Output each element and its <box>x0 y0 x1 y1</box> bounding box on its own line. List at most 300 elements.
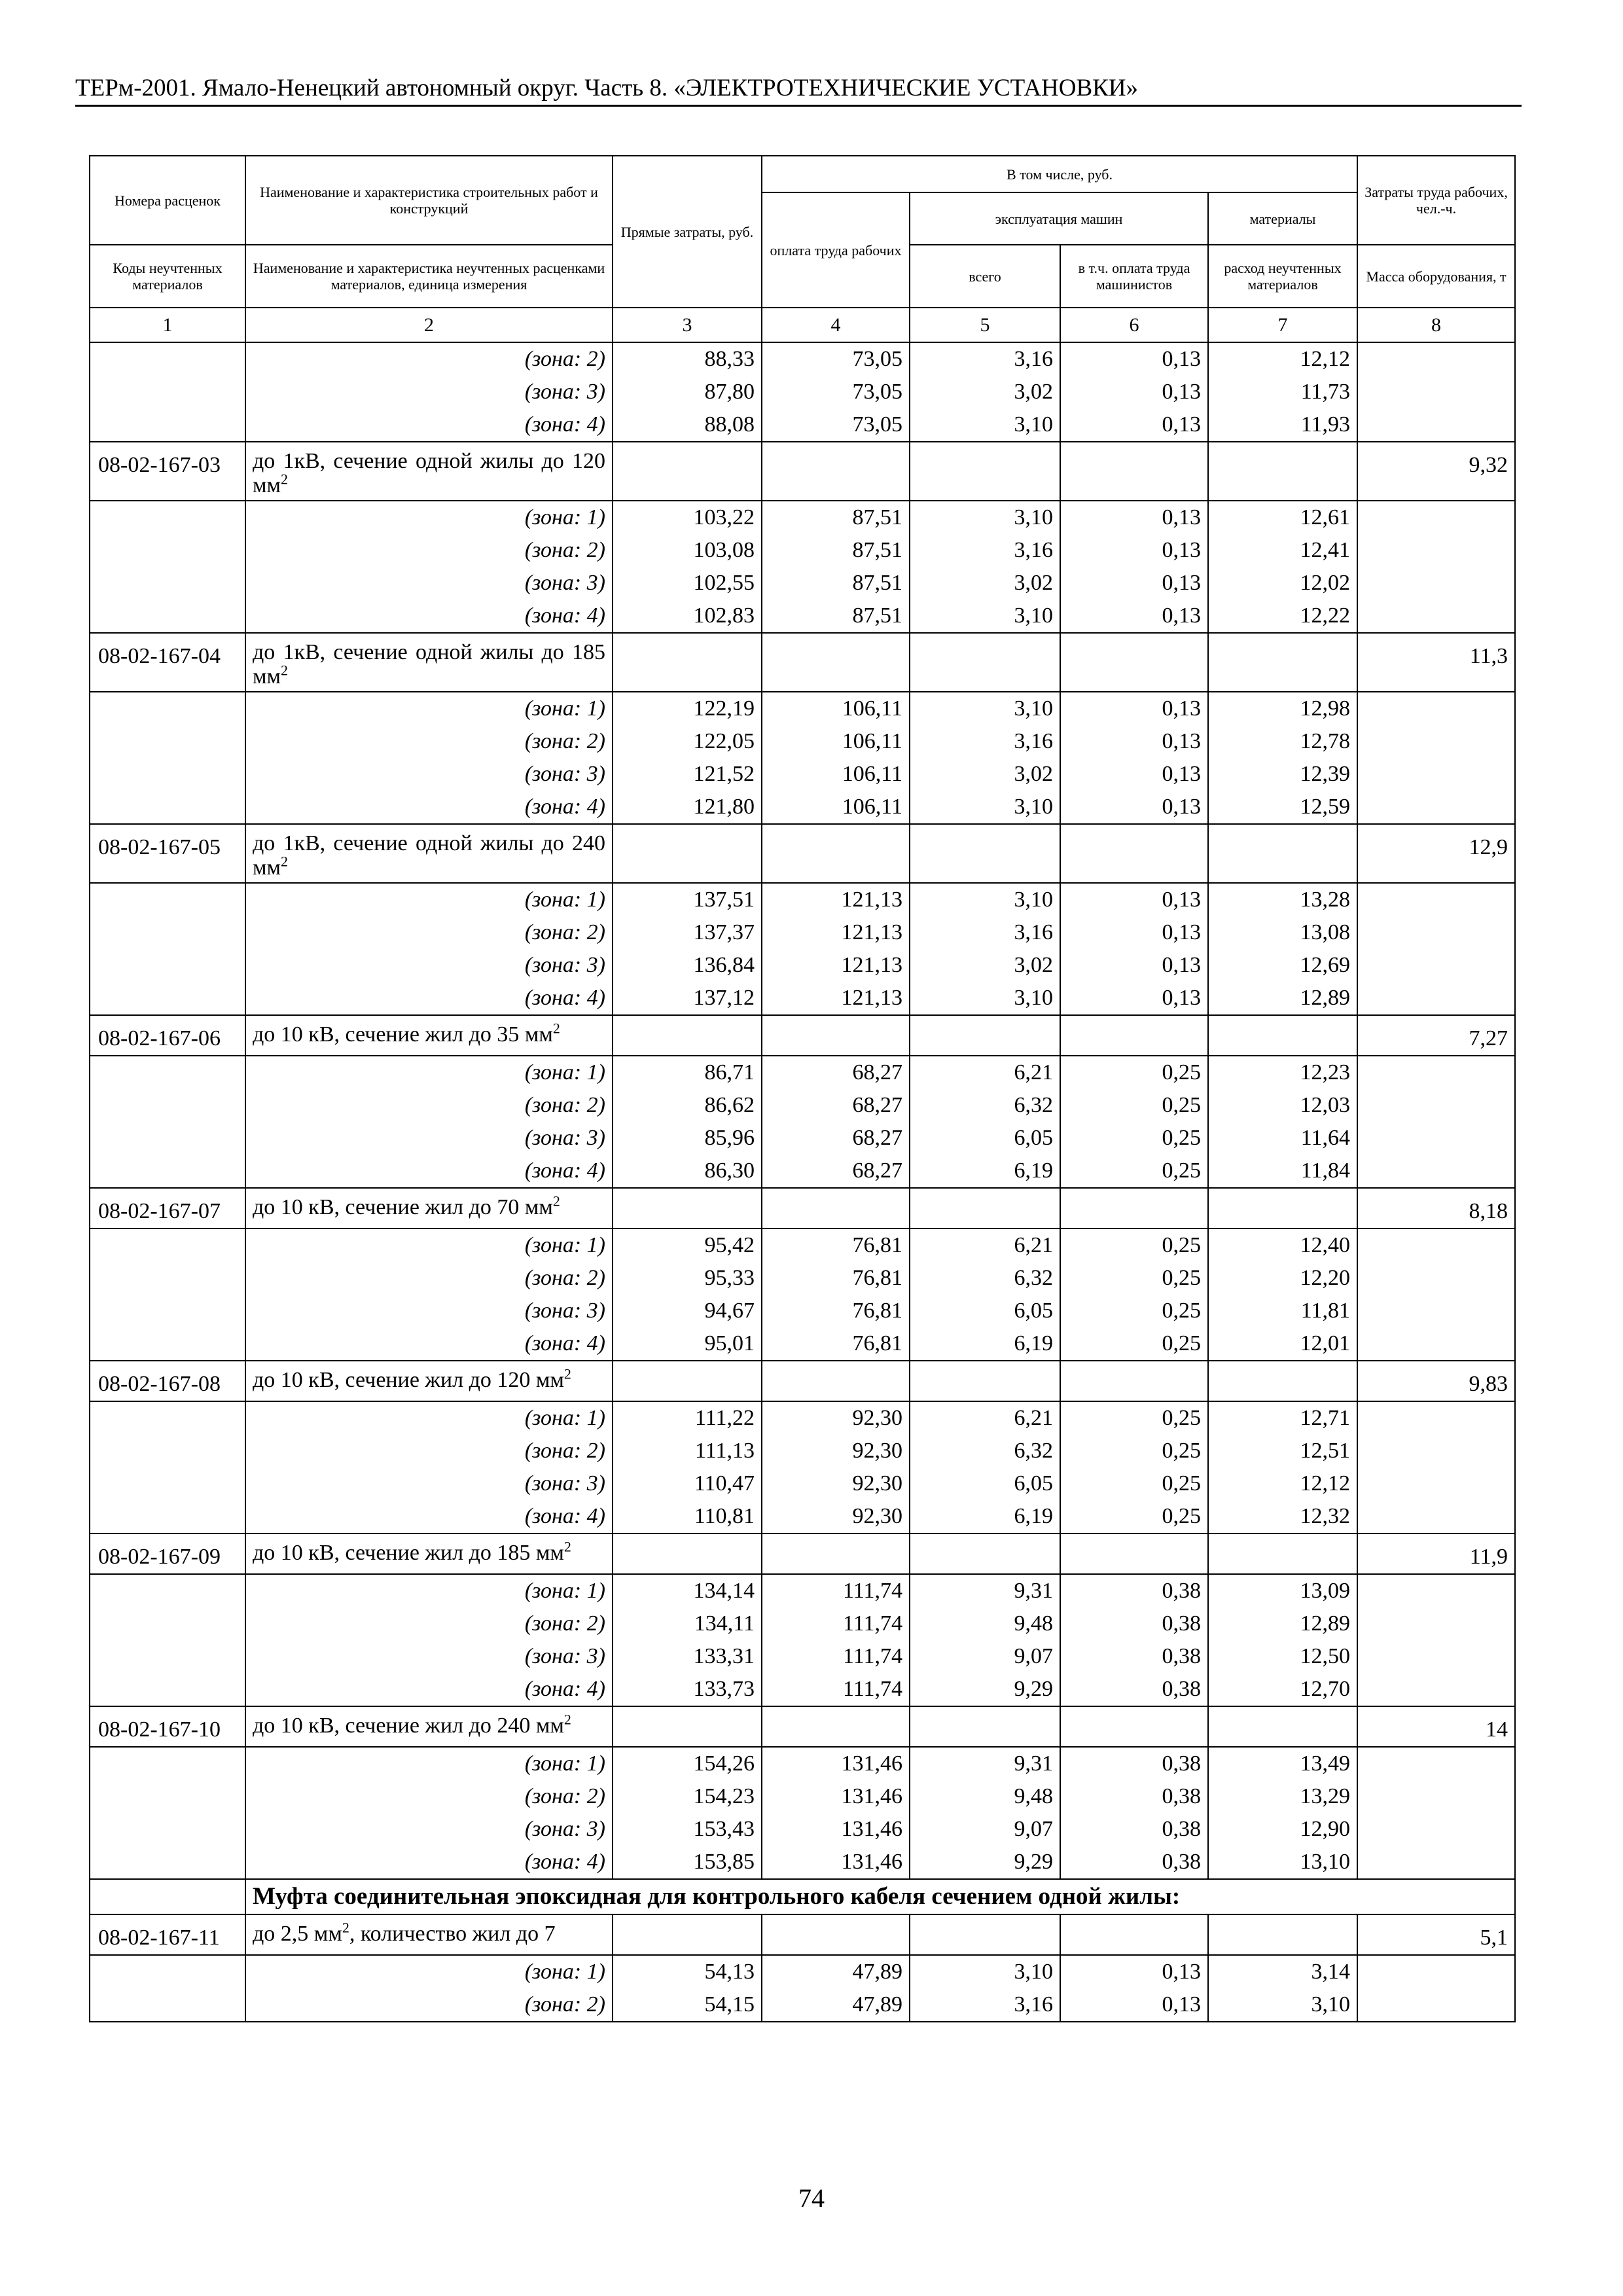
value-column <box>1208 1955 1357 2022</box>
value-column <box>613 1574 762 1706</box>
value-cell: 87,51 <box>852 571 902 595</box>
value-column <box>1208 883 1357 1015</box>
value-cell: 9,31 <box>1014 1579 1053 1603</box>
value-cell: 0,38 <box>1162 1677 1201 1701</box>
empty-cell <box>1357 1747 1515 1879</box>
value-cell: 106,11 <box>842 762 902 786</box>
value-column <box>762 1401 910 1534</box>
value-column <box>1060 1955 1208 2022</box>
value-cell: 0,25 <box>1162 1233 1201 1257</box>
value-cell: 54,13 <box>704 1960 755 1984</box>
value-column <box>1060 1747 1208 1879</box>
empty-cell <box>1208 824 1357 883</box>
zone-label: (зона: 1) <box>524 696 605 721</box>
value-cell: 0,13 <box>1162 920 1201 944</box>
desc-superscript: 2 <box>552 1193 560 1210</box>
empty-cell <box>613 1188 762 1229</box>
empty-cell <box>1208 1706 1357 1747</box>
value-cell: 12,59 <box>1300 795 1351 819</box>
zone-cell <box>245 1955 613 2022</box>
value-cell: 11,81 <box>1300 1299 1351 1323</box>
rate-code: 08-02-167-08 <box>90 1361 245 1401</box>
empty-cell <box>1060 1534 1208 1574</box>
value-cell: 12,90 <box>1300 1817 1351 1841</box>
value-cell: 3,10 <box>1014 795 1053 819</box>
zone-cell <box>245 342 613 442</box>
empty-cell <box>1060 1188 1208 1229</box>
value-cell: 153,43 <box>693 1817 755 1841</box>
zone-label: (зона: 2) <box>524 920 605 944</box>
value-cell: 11,84 <box>1300 1158 1351 1183</box>
value-cell: 121,13 <box>841 888 902 912</box>
col1-header-bottom: Коды неучтенных материалов <box>90 245 245 308</box>
value-cell: 85,96 <box>704 1126 755 1150</box>
value-cell: 68,27 <box>852 1093 902 1117</box>
value-cell: 3,10 <box>1014 888 1053 912</box>
value-cell: 87,80 <box>704 380 755 404</box>
value-cell: 12,50 <box>1300 1644 1351 1668</box>
zone-rows <box>90 1229 1515 1361</box>
empty-cell <box>1208 1015 1357 1056</box>
value-cell: 3,16 <box>1014 920 1053 944</box>
value-cell: 134,14 <box>693 1579 755 1603</box>
value-cell: 137,12 <box>693 986 755 1010</box>
empty-cell <box>910 633 1060 692</box>
table-row <box>90 342 1515 442</box>
value-cell: 111,74 <box>843 1579 902 1603</box>
price-item-row <box>90 1706 1515 1747</box>
value-cell: 131,46 <box>841 1817 902 1841</box>
rate-code: 08-02-167-03 <box>90 442 245 501</box>
value-cell: 12,89 <box>1300 1611 1351 1636</box>
value-cell: 12,23 <box>1300 1060 1351 1085</box>
value-cell: 102,83 <box>693 603 755 628</box>
value-cell: 11,64 <box>1300 1126 1351 1150</box>
value-cell: 0,13 <box>1162 795 1201 819</box>
value-cell: 6,32 <box>1014 1439 1053 1463</box>
value-column <box>910 883 1060 1015</box>
value-cell: 3,10 <box>1014 696 1053 721</box>
value-cell: 9,29 <box>1014 1677 1053 1701</box>
desc-text: до 10 кВ, сечение жил до 120 мм <box>253 1368 564 1392</box>
value-cell: 73,05 <box>852 380 902 404</box>
empty-cell <box>1357 501 1515 633</box>
value-column <box>1060 1229 1208 1361</box>
value-column <box>762 692 910 824</box>
zone-cell <box>245 1056 613 1188</box>
value-cell: 136,84 <box>693 953 755 977</box>
value-cell: 0,25 <box>1162 1126 1201 1150</box>
empty-cell <box>1357 1056 1515 1188</box>
zone-label: (зона: 4) <box>524 603 605 628</box>
value-cell: 0,13 <box>1162 1960 1201 1984</box>
value-column <box>613 1747 762 1879</box>
value-cell: 3,02 <box>1014 380 1053 404</box>
value-cell: 9,31 <box>1014 1751 1053 1776</box>
value-cell: 12,69 <box>1300 953 1351 977</box>
empty-cell <box>90 1229 245 1361</box>
value-cell: 3,10 <box>1014 603 1053 628</box>
value-cell: 134,11 <box>694 1611 755 1636</box>
equipment-mass: 11,3 <box>1357 633 1515 692</box>
page-number: 74 <box>798 2183 825 2213</box>
value-cell: 6,21 <box>1014 1233 1053 1257</box>
value-cell: 0,25 <box>1162 1093 1201 1117</box>
value-cell: 122,19 <box>693 696 755 721</box>
value-cell: 6,32 <box>1014 1093 1053 1117</box>
rate-code: 08-02-167-05 <box>90 824 245 883</box>
value-cell: 13,09 <box>1300 1579 1351 1603</box>
desc-text: до 2,5 мм <box>253 1922 342 1946</box>
empty-cell <box>90 501 245 633</box>
value-cell: 111,74 <box>843 1611 902 1636</box>
value-cell: 121,80 <box>693 795 755 819</box>
empty-cell <box>1060 442 1208 501</box>
zone-label: (зона: 1) <box>524 1233 605 1257</box>
value-cell: 3,16 <box>1014 538 1053 562</box>
value-cell: 154,26 <box>693 1751 755 1776</box>
value-cell: 122,05 <box>693 729 755 753</box>
col4-header: оплата труда рабочих <box>762 192 910 308</box>
empty-cell <box>613 1706 762 1747</box>
col5-header: всего <box>910 245 1060 308</box>
empty-cell <box>910 1534 1060 1574</box>
value-cell: 0,13 <box>1162 696 1201 721</box>
value-cell: 13,28 <box>1300 888 1351 912</box>
value-cell: 12,61 <box>1300 505 1351 529</box>
value-column <box>762 1229 910 1361</box>
zone-label: (зона: 1) <box>524 505 605 529</box>
value-cell: 73,05 <box>852 347 902 371</box>
value-cell: 11,73 <box>1300 380 1351 404</box>
value-cell: 9,48 <box>1014 1611 1053 1636</box>
value-cell: 3,02 <box>1014 762 1053 786</box>
value-cell: 95,33 <box>704 1266 755 1290</box>
equipment-mass: 7,27 <box>1357 1015 1515 1056</box>
desc-text: до 1кВ, сечение одной жилы до 240 мм <box>253 831 605 880</box>
value-cell: 6,05 <box>1014 1126 1053 1150</box>
value-cell: 111,13 <box>695 1439 755 1463</box>
empty-cell <box>762 1706 910 1747</box>
empty-cell <box>1060 1706 1208 1747</box>
empty-cell <box>762 633 910 692</box>
zone-label: (зона: 4) <box>524 1504 605 1528</box>
zone-label: (зона: 3) <box>524 1644 605 1668</box>
value-cell: 76,81 <box>852 1299 902 1323</box>
value-cell: 92,30 <box>852 1471 902 1496</box>
desc-text: до 10 кВ, сечение жил до 240 мм <box>253 1713 564 1738</box>
equipment-mass: 11,9 <box>1357 1534 1515 1574</box>
empty-cell <box>1060 824 1208 883</box>
col8-header-bottom: Масса оборудования, т <box>1357 245 1515 308</box>
column-number: 5 <box>910 308 1060 342</box>
desc-superscript: 2 <box>342 1919 349 1936</box>
value-cell: 0,25 <box>1162 1060 1201 1085</box>
price-item-row <box>90 1914 1515 1955</box>
value-column <box>910 1574 1060 1706</box>
zone-label: (зона: 1) <box>524 1751 605 1776</box>
value-cell: 6,19 <box>1014 1504 1053 1528</box>
value-column <box>1060 1401 1208 1534</box>
zone-rows <box>90 501 1515 633</box>
desc-text: до 10 кВ, сечение жил до 35 мм <box>253 1022 553 1047</box>
empty-cell <box>1357 692 1515 824</box>
value-cell: 121,13 <box>841 920 902 944</box>
value-column <box>762 1955 910 2022</box>
value-cell: 154,23 <box>693 1784 755 1808</box>
desc-superscript: 2 <box>563 1538 571 1555</box>
zone-rows <box>90 1747 1515 1879</box>
value-cell: 0,25 <box>1162 1406 1201 1430</box>
value-cell: 0,13 <box>1162 571 1201 595</box>
empty-cell <box>1060 633 1208 692</box>
col7-header: расход неучтенных материалов <box>1208 245 1357 308</box>
price-table-container <box>89 155 1514 2022</box>
empty-cell <box>762 824 910 883</box>
value-column <box>1208 1747 1357 1879</box>
zone-label: (зона: 1) <box>524 1406 605 1430</box>
value-cell: 3,02 <box>1014 571 1053 595</box>
value-cell: 12,98 <box>1300 696 1351 721</box>
zone-label: (зона: 2) <box>524 1992 605 2017</box>
value-cell: 12,40 <box>1300 1233 1351 1257</box>
empty-cell <box>762 1188 910 1229</box>
empty-cell <box>1208 1534 1357 1574</box>
zone-label: (зона: 2) <box>524 347 605 371</box>
empty-cell <box>910 1361 1060 1401</box>
value-column <box>910 1747 1060 1879</box>
zone-label: (зона: 1) <box>524 1060 605 1085</box>
value-cell: 12,89 <box>1300 986 1351 1010</box>
value-cell: 13,49 <box>1300 1751 1351 1776</box>
value-cell: 0,38 <box>1162 1784 1201 1808</box>
empty-cell <box>1208 1914 1357 1955</box>
value-cell: 0,25 <box>1162 1504 1201 1528</box>
value-cell: 86,30 <box>704 1158 755 1183</box>
value-cell: 0,13 <box>1162 888 1201 912</box>
value-column <box>910 692 1060 824</box>
value-cell: 95,01 <box>704 1331 755 1355</box>
value-cell: 88,33 <box>704 347 755 371</box>
desc-text: , количество жил до 7 <box>349 1922 556 1946</box>
empty-cell <box>90 883 245 1015</box>
col6-header: в т.ч. оплата труда машинистов <box>1060 245 1208 308</box>
value-cell: 121,52 <box>693 762 755 786</box>
zone-cell <box>245 1229 613 1361</box>
column-number: 6 <box>1060 308 1208 342</box>
col1-header-top: Номера расценок <box>90 156 245 245</box>
value-cell: 0,25 <box>1162 1266 1201 1290</box>
value-cell: 9,48 <box>1014 1784 1053 1808</box>
empty-cell <box>613 824 762 883</box>
value-cell: 0,13 <box>1162 412 1201 437</box>
empty-cell <box>1208 442 1357 501</box>
value-cell: 0,38 <box>1162 1817 1201 1841</box>
value-column <box>1060 501 1208 633</box>
value-column <box>910 1401 1060 1534</box>
zone-rows <box>90 1056 1515 1188</box>
empty-cell <box>1060 1914 1208 1955</box>
document-header: ТЕРм-2001. Ямало-Ненецкий автономный округ. Часть 8. «ЭЛЕКТРОТЕХНИЧЕСКИЕ УСТАНОВКИ» <box>75 75 1139 101</box>
value-column <box>1208 1401 1357 1534</box>
value-cell: 106,11 <box>842 696 902 721</box>
value-cell: 106,11 <box>842 795 902 819</box>
equipment-mass: 12,9 <box>1357 824 1515 883</box>
value-column <box>762 1574 910 1706</box>
empty-cell <box>613 442 762 501</box>
value-column <box>762 501 910 633</box>
value-cell: 9,07 <box>1014 1817 1053 1841</box>
value-cell: 3,14 <box>1311 1960 1351 1984</box>
rate-code: 08-02-167-07 <box>90 1188 245 1229</box>
value-cell: 6,32 <box>1014 1266 1053 1290</box>
value-cell: 0,13 <box>1162 603 1201 628</box>
desc-text: до 10 кВ, сечение жил до 70 мм <box>253 1195 553 1219</box>
equipment-mass: 9,83 <box>1357 1361 1515 1401</box>
value-cell: 68,27 <box>852 1060 902 1085</box>
col2-header-bottom: Наименование и характеристика неучтенных расценками материалов, единица измерения <box>245 245 613 308</box>
desc-superscript: 2 <box>281 662 289 679</box>
value-cell: 3,16 <box>1014 729 1053 753</box>
empty-cell <box>1357 1229 1515 1361</box>
empty-cell <box>90 1574 245 1706</box>
zone-label: (зона: 1) <box>524 888 605 912</box>
value-cell: 3,10 <box>1014 505 1053 529</box>
value-cell: 0,25 <box>1162 1299 1201 1323</box>
zone-label: (зона: 2) <box>524 729 605 753</box>
table-body <box>90 342 1515 2022</box>
value-column <box>613 501 762 633</box>
price-item-row <box>90 1534 1515 1574</box>
equipment-mass: 14 <box>1357 1706 1515 1747</box>
empty-cell <box>1208 1188 1357 1229</box>
work-description <box>245 633 613 692</box>
value-cell: 6,21 <box>1014 1406 1053 1430</box>
desc-text: до 1кВ, сечение одной жилы до 120 мм <box>253 449 605 497</box>
column-number: 1 <box>90 308 245 342</box>
value-column <box>1208 1229 1357 1361</box>
zone-label: (зона: 3) <box>524 762 605 786</box>
value-column <box>910 1056 1060 1188</box>
rate-code: 08-02-167-04 <box>90 633 245 692</box>
value-cell: 0,13 <box>1162 762 1201 786</box>
desc-text: до 10 кВ, сечение жил до 185 мм <box>253 1541 564 1565</box>
zone-label: (зона: 2) <box>524 1093 605 1117</box>
value-cell: 12,78 <box>1300 729 1351 753</box>
value-cell: 13,10 <box>1300 1850 1351 1874</box>
value-cell: 6,05 <box>1014 1471 1053 1496</box>
value-cell: 121,13 <box>841 986 902 1010</box>
value-cell: 47,89 <box>852 1960 902 1984</box>
desc-superscript: 2 <box>563 1365 571 1382</box>
value-cell: 102,55 <box>693 571 755 595</box>
value-cell: 0,38 <box>1162 1579 1201 1603</box>
value-cell: 121,13 <box>841 953 902 977</box>
value-cell: 12,51 <box>1300 1439 1351 1463</box>
value-column <box>910 1955 1060 2022</box>
value-cell: 0,38 <box>1162 1644 1201 1668</box>
value-cell: 3,16 <box>1014 1992 1053 2017</box>
value-cell: 3,10 <box>1311 1992 1351 2017</box>
value-cell: 12,71 <box>1300 1406 1351 1430</box>
zone-label: (зона: 4) <box>524 1158 605 1183</box>
empty-cell <box>910 1188 1060 1229</box>
zone-cell <box>245 1747 613 1879</box>
desc-superscript: 2 <box>281 853 289 870</box>
zone-rows <box>90 1574 1515 1706</box>
zone-label: (зона: 3) <box>524 1817 605 1841</box>
zone-cell <box>245 883 613 1015</box>
value-cell: 47,89 <box>852 1992 902 2017</box>
value-column <box>613 1401 762 1534</box>
zone-rows <box>90 883 1515 1015</box>
zone-label: (зона: 4) <box>524 795 605 819</box>
empty-cell <box>910 442 1060 501</box>
section-title: Муфта соединительная эпоксидная для контрольного кабеля сечением одной жилы: <box>245 1879 1515 1914</box>
value-column <box>613 1056 762 1188</box>
value-cell: 12,02 <box>1300 571 1351 595</box>
price-item-row <box>90 824 1515 883</box>
empty-cell <box>762 1534 910 1574</box>
value-cell: 6,05 <box>1014 1299 1053 1323</box>
value-cell: 3,10 <box>1014 412 1053 437</box>
value-cell: 137,51 <box>693 888 755 912</box>
value-column <box>762 1056 910 1188</box>
value-cell: 0,13 <box>1162 1992 1201 2017</box>
value-cell: 73,05 <box>852 412 902 437</box>
section-row <box>90 1879 1515 1914</box>
value-cell: 0,13 <box>1162 347 1201 371</box>
machines-header: эксплуатация машин <box>910 192 1208 245</box>
rate-code: 08-02-167-11 <box>90 1914 245 1955</box>
empty-cell <box>613 633 762 692</box>
price-item-row <box>90 1015 1515 1056</box>
value-cell: 76,81 <box>852 1233 902 1257</box>
column-number: 2 <box>245 308 613 342</box>
value-column <box>1060 1056 1208 1188</box>
rate-code: 08-02-167-10 <box>90 1706 245 1747</box>
value-cell: 6,19 <box>1014 1331 1053 1355</box>
zone-cell <box>245 692 613 824</box>
zone-label: (зона: 3) <box>524 1299 605 1323</box>
zone-label: (зона: 2) <box>524 1611 605 1636</box>
value-column <box>613 1229 762 1361</box>
empty-cell <box>1208 633 1357 692</box>
empty-cell <box>613 1361 762 1401</box>
empty-cell <box>90 1955 245 2022</box>
zone-label: (зона: 1) <box>524 1960 605 1984</box>
value-cell: 6,19 <box>1014 1158 1053 1183</box>
value-cell: 3,10 <box>1014 986 1053 1010</box>
value-column <box>613 1955 762 2022</box>
value-cell: 12,22 <box>1300 603 1351 628</box>
value-cell: 3,16 <box>1014 347 1053 371</box>
work-description <box>245 1361 613 1401</box>
value-cell: 0,13 <box>1162 953 1201 977</box>
zone-label: (зона: 3) <box>524 1126 605 1150</box>
value-cell: 110,47 <box>694 1471 755 1496</box>
empty-cell <box>1357 1574 1515 1706</box>
value-cell: 13,08 <box>1300 920 1351 944</box>
zone-label: (зона: 2) <box>524 1439 605 1463</box>
value-cell: 87,51 <box>852 538 902 562</box>
value-cell: 12,12 <box>1300 1471 1351 1496</box>
value-cell: 0,13 <box>1162 986 1201 1010</box>
price-item-row <box>90 1361 1515 1401</box>
zone-cell <box>245 501 613 633</box>
zone-label: (зона: 3) <box>524 571 605 595</box>
equipment-mass: 9,32 <box>1357 442 1515 501</box>
